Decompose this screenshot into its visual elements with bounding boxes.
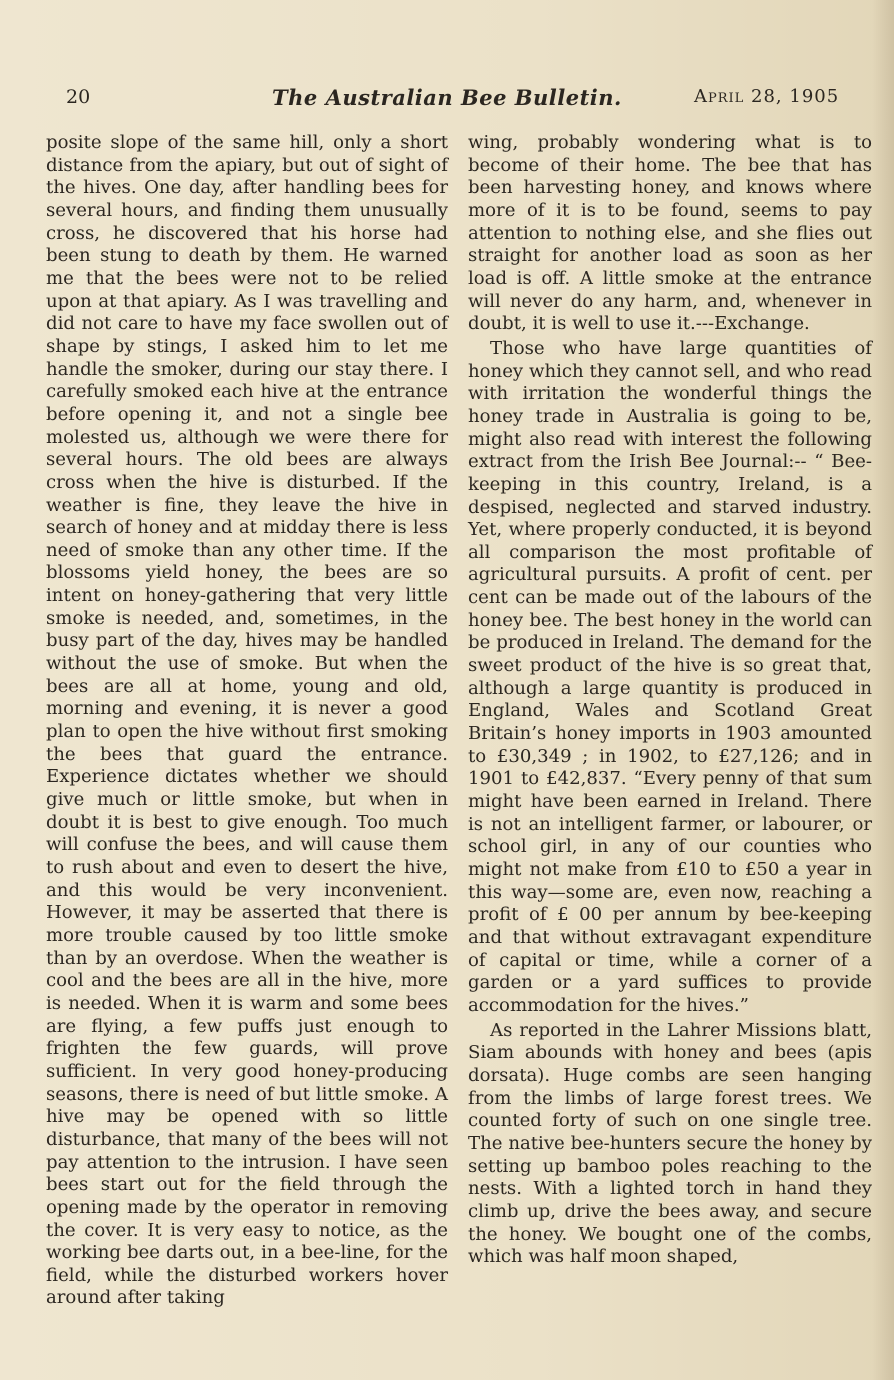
right-paragraph-2: Those who have large quantities of honey which they cannot sell, and who read with irritation the wonderful things the honey trade in Australia is going to be, might also read with interest the following extract from the Irish Bee Journal:-- “ Bee-keeping in this country, Ireland, is a despised, neglected and starved industry. Yet, where properly conducted, it is beyond all comparison the most profitable of agricultural pursuits. A profit of cent. per cent can be made out of the labours of the honey bee. The best honey in the world can be produced in Ireland. The demand for the sweet product of the hive is so great that, although a large quantity is produced in England, Wales and Scotland Great Britain’s honey imports in 1903 amounted to £30,349 ; in 1902, to £27,126; and in 1901 to £42,837. “Every penny of that sum might have been earned in Ireland. There is not an intelligent farmer, or labourer, or school girl, in any of our counties who might not make from £10 to £50 a year in this way—some are, even now, reaching a profit of £ 00 per annum by bee-keeping and that without extravagant expenditure of capital or time, while a corner of a garden or a yard suffices to provide accommodation for the hives.” — [468, 337, 872, 1016]
right-paragraph-1: wing, probably wondering what is to become of their home. The bee that has been harvesting honey, and knows where more of it is to be found, seems to pay attention to nothing else, and she flies out straight for another load as soon as her load is off. A little smoke at the entrance will never do any harm, and, whenever in doubt, it is well to use it.---Exchange. — [468, 132, 872, 335]
page-number: 20 — [66, 86, 91, 108]
left-column — [46, 132, 448, 1310]
right-column — [468, 132, 872, 1269]
issue-date: April 28, 1905 — [694, 86, 840, 107]
running-header — [0, 86, 894, 116]
journal-title: The Australian Bee Bulletin. — [272, 85, 622, 110]
left-paragraph-1: posite slope of the same hill, only a short distance from the apiary, but out of sight of the hives. One day, after handling bees for several hours, and finding them unusually cross, he discovered that his horse had been stung to death by them. He warned me that the bees were not to be relied upon at that apiary. As I was travelling and did not care to have my face swollen out of shape by stings, I asked him to let me handle the smoker, during our stay there. I carefully smoked each hive at the entrance before opening it, and not a single bee molested us, although we were there for several hours. The old bees are always cross when the hive is disturbed. If the weather is fine, they leave the hive in search of honey and at midday there is less need of smoke than any other time. If the blossoms yield honey, the bees are so intent on honey-gathering that very little smoke is needed, and, sometimes, in the busy part of the day, hives may be handled without the use of smoke. But when the bees are all at home, young and old, morning and evening, it is never a good plan to open the hive without first smoking the bees that guard the entrance. Experience dictates whether we should give much or little smoke, but when in doubt it is best to give enough. Too much will confuse the bees, and will cause them to rush about and even to desert the hive, and this would be very inconvenient. However, it may be asserted that there is more trouble caused by too little smoke than by an overdose. When the weather is cool and the bees are all in the hive, more is needed. When it is warm and some bees are flying, a few puffs just enough to frighten the few guards, will prove sufficient. In very good honey-producing seasons, there is need of but little smoke. A hive may be opened with so little disturbance, that many of the bees will not pay attention to the intrusion. I have seen bees start out for the field through the opening made by the operator in removing the cover. It is very easy to notice, as the working bee darts out, in a bee-line, for the field, while the disturbed workers hover around after taking — [46, 132, 448, 1309]
page-edge-shadow — [872, 0, 894, 1380]
right-paragraph-3: As reported in the Lahrer Missions blatt, Siam abounds with honey and bees (apis dorsata). Huge combs are seen hanging from the limbs of large forest trees. We counted forty of such on one single tree. The native bee-hunters secure the honey by setting up bamboo poles reaching to the nests. With a lighted torch in hand they climb up, drive the bees away, and secure the honey. We bought one of the combs, which was half moon shaped, — [468, 1019, 872, 1268]
